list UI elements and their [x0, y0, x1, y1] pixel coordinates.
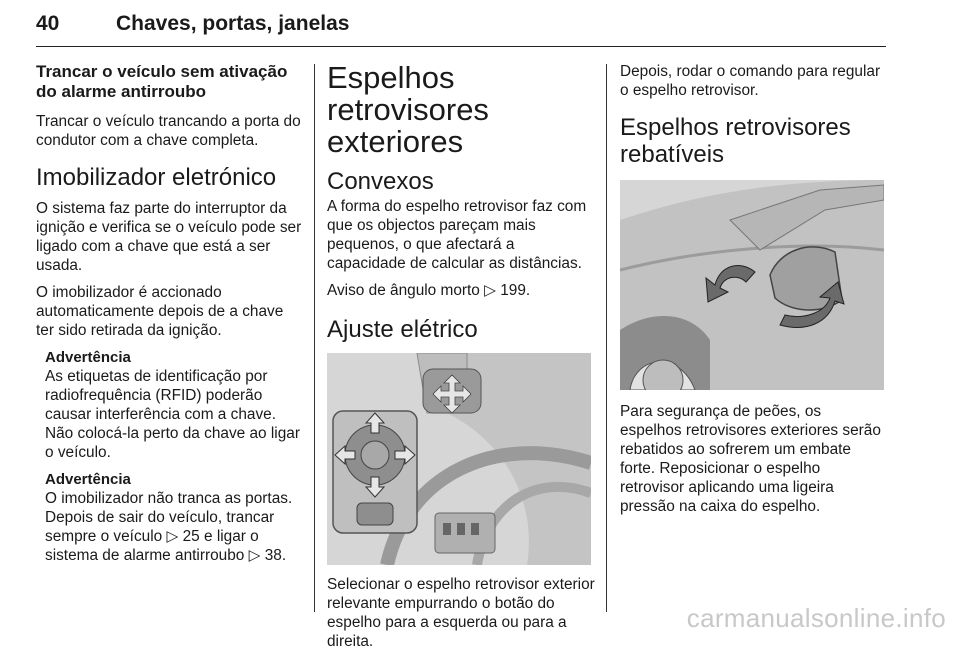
section-title: Chaves, portas, janelas — [116, 12, 350, 35]
paragraph-imobilizador-2: O imobilizador é accionado automaticamente depois de a chave ter sido retirada da ignição. — [36, 284, 284, 339]
column-divider — [606, 64, 607, 612]
column-divider — [314, 64, 315, 612]
heading-imobilizador: Imobilizador eletrónico — [36, 164, 277, 191]
heading-espelhos-exteriores: Espelhos retrovisores exteriores — [327, 60, 489, 159]
folding-mirror-illustration — [620, 180, 884, 390]
paragraph-trancar: Trancar o veículo trancando a porta do condutor com a chave completa. — [36, 113, 301, 149]
warning-title: Advertência — [45, 471, 131, 488]
column-right — [620, 62, 886, 524]
heading-trancar: Trancar o veículo sem ativação do alarme antirroubo — [36, 62, 288, 101]
heading-convexos: Convexos — [327, 168, 434, 195]
warning-block-rfid — [45, 348, 304, 462]
mirror-switch-illustration — [327, 353, 591, 565]
paragraph-selecionar-espelho: Selecionar o espelho retrovisor exterior relevante empurrando o botão do espelho para a esquerda ou para a direita. — [327, 576, 595, 650]
page-number: 40 — [36, 12, 60, 35]
paragraph-imobilizador-1: O sistema faz parte do interruptor da ignição e verifica se o veículo pode ser ligado com a chave que está a ser usada. — [36, 200, 302, 274]
column-left — [36, 62, 304, 573]
heading-ajuste-eletrico: Ajuste elétrico — [327, 316, 478, 343]
paragraph-depois-rodar: Depois, rodar o comando para regular o espelho retrovisor. — [620, 63, 881, 99]
warning-text: As etiquetas de identificação por radiofrequência (RFID) poderão causar interferência com a chave. Não colocá-la perto da chave ao ligar o veículo. — [45, 368, 300, 461]
warning-title: Advertência — [45, 349, 131, 366]
paragraph-convexos: A forma do espelho retrovisor faz com que os objectos pareçam mais pequenos, o que afectará a capacidade de calcular as distâncias. — [327, 198, 587, 272]
watermark: carmanualsonline.info — [686, 603, 946, 633]
column-middle — [327, 62, 595, 659]
warning-text: O imobilizador não tranca as portas. Depois de sair do veículo, trancar sempre o veículo ▷ 25 e ligar o sistema de alarme antirroubo ▷ 38. — [45, 490, 293, 564]
page-header — [36, 10, 886, 47]
warning-block-imobilizador — [45, 470, 304, 565]
paragraph-seguranca-peoes: Para segurança de peões, os espelhos retrovisores exteriores serão rebatidos ao sofrerem um embate forte. Reposicionar o espelho retrovisor aplicando uma ligeira pressão na caixa do espelho. — [620, 403, 881, 515]
heading-rebativeis: Espelhos retrovisores rebatíveis — [620, 114, 851, 168]
paragraph-aviso-angulo-morto: Aviso de ângulo morto ▷ 199. — [327, 282, 531, 299]
